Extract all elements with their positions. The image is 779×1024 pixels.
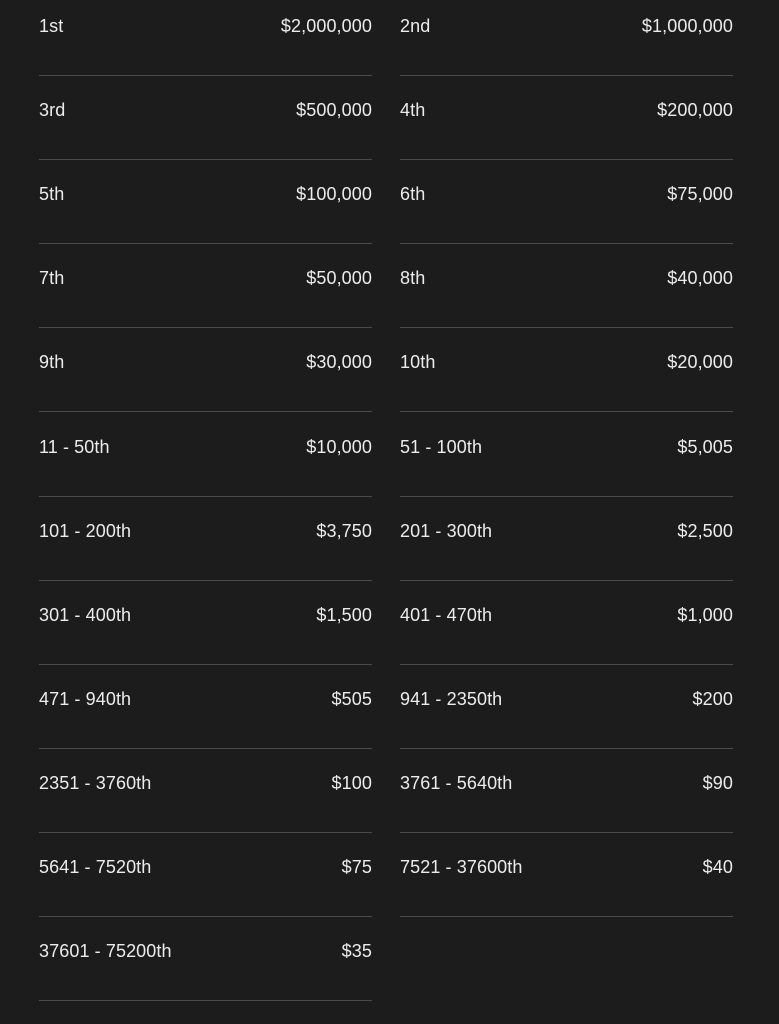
payout-rank: 3rd [39,100,66,120]
payout-row [39,413,372,497]
payout-rank: 7521 - 37600th [400,857,523,877]
payout-row [39,917,372,1001]
payout-row [400,833,733,917]
payout-rank: 8th [400,268,426,288]
payout-amount: $40,000 [667,268,733,288]
payout-row [39,749,372,833]
payout-amount: $75,000 [667,184,733,204]
payout-row [39,497,372,581]
payout-row [400,665,733,749]
payout-rank: 101 - 200th [39,521,132,541]
payout-row [39,581,372,665]
payout-amount: $200,000 [657,100,733,120]
payout-amount: $2,000,000 [280,16,372,36]
payout-amount: $200 [692,689,733,709]
payout-amount: $20,000 [667,352,733,372]
payout-row [400,244,733,328]
payout-row [400,413,733,497]
payout-rank: 7th [39,268,65,288]
payout-rank: 2nd [400,16,431,36]
payout-rank: 301 - 400th [39,605,132,625]
payout-row [39,160,372,244]
payout-row [400,497,733,581]
payout-rank: 4th [400,100,426,120]
payout-row [400,581,733,665]
payout-rank: 3761 - 5640th [400,773,513,793]
payout-amount: $100 [331,773,372,793]
payout-amount: $5,005 [677,437,733,457]
payout-row [39,244,372,328]
payout-amount: $90 [702,773,733,793]
payout-row [400,328,733,412]
payout-rank: 471 - 940th [39,689,132,709]
payout-rank: 1st [39,16,64,36]
payout-amount: $505 [331,689,372,709]
payout-row [39,0,372,76]
payout-row [400,76,733,160]
payout-rank: 10th [400,352,436,372]
payout-rank: 5th [39,184,65,204]
payout-amount: $3,750 [316,521,372,541]
payout-amount: $1,000 [677,605,733,625]
payout-row [39,833,372,917]
payout-rank: 201 - 300th [400,521,493,541]
payout-rank: 941 - 2350th [400,689,503,709]
payout-amount: $100,000 [296,184,372,204]
payout-amount: $2,500 [677,521,733,541]
payout-amount: $30,000 [306,352,372,372]
payout-amount: $1,000,000 [641,16,733,36]
payout-rank: 2351 - 3760th [39,773,152,793]
payout-rank: 401 - 470th [400,605,493,625]
payout-row [400,160,733,244]
payout-amount: $50,000 [306,268,372,288]
payout-row [400,749,733,833]
payout-amount: $40 [702,857,733,877]
payout-amount: $10,000 [306,437,372,457]
payout-rank: 51 - 100th [400,437,483,457]
payout-row [39,665,372,749]
payout-amount: $35 [341,941,372,961]
payout-amount: $1,500 [316,605,372,625]
payout-rank: 9th [39,352,65,372]
payout-row [400,0,733,76]
payout-amount: $500,000 [296,100,372,120]
payout-row [39,76,372,160]
payout-amount: $75 [341,857,372,877]
payout-rank: 11 - 50th [39,437,110,457]
payout-rank: 5641 - 7520th [39,857,152,877]
payout-rank: 6th [400,184,426,204]
payout-row [39,328,372,412]
payout-rank: 37601 - 75200th [39,941,172,961]
